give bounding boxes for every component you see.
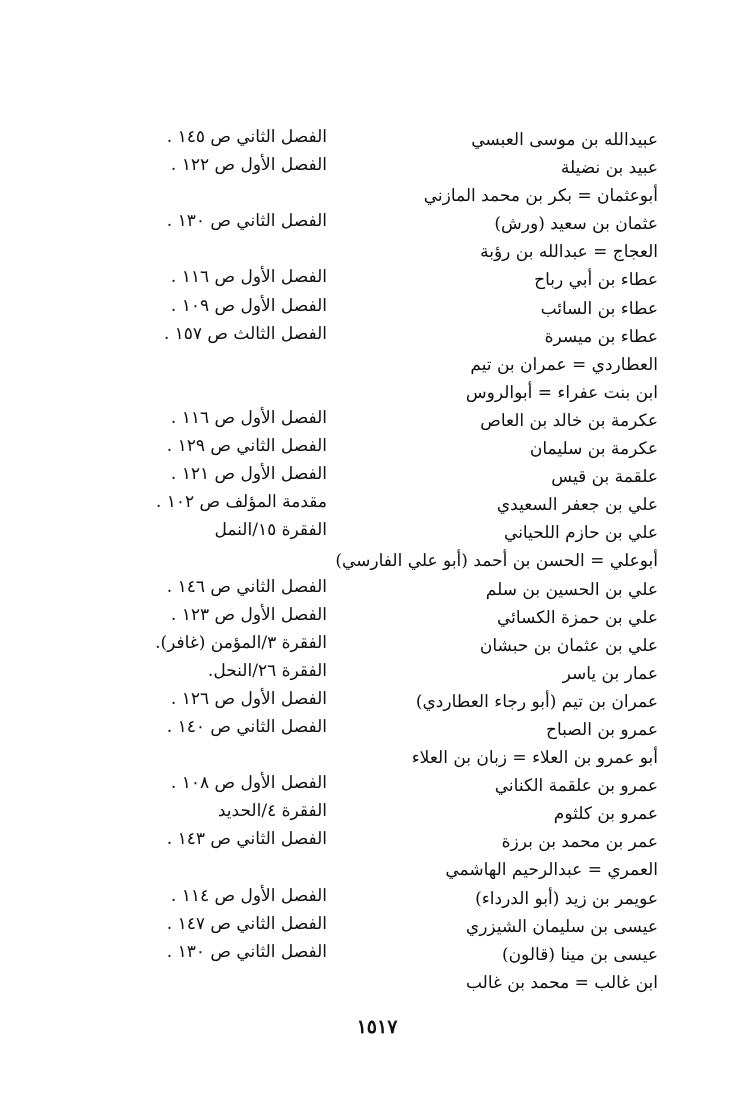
entry-name: علي بن عثمان بن حبشان — [479, 635, 658, 656]
entry-reference: الفقرة ٣/المؤمن (غافر). — [155, 632, 327, 653]
index-entry — [0, 576, 754, 604]
index-entry — [0, 941, 754, 969]
entry-name: أبو عمرو بن العلاء = زبان بن العلاء — [411, 748, 658, 769]
index-entry — [0, 210, 754, 238]
entry-name: أبوعلي = الحسن بن أحمد (أبو علي الفارسي) — [335, 551, 658, 572]
entry-name: عكرمة بن خالد بن العاص — [480, 410, 658, 431]
entry-name: عبيدالله بن موسى العبسي — [471, 130, 658, 150]
entry-name: العجاج = عبدالله بن رؤبة — [480, 242, 658, 263]
index-entry — [0, 632, 754, 660]
index-entry — [0, 435, 754, 463]
entry-name: عويمر بن زيد (أبو الدرداء) — [475, 888, 658, 909]
index-entry — [0, 351, 754, 379]
entry-name: عمرو بن الصباح — [546, 719, 658, 740]
entry-reference: الفصل الأول ص ١١٦ . — [170, 407, 327, 428]
index-entry — [0, 772, 754, 800]
entry-name: عمرو بن علقمة الكناني — [494, 776, 658, 797]
entry-reference: الفصل الثاني ص ١٤٦ . — [166, 576, 327, 597]
entry-name: عمر بن محمد بن برزة — [501, 832, 658, 853]
index-entry — [0, 856, 754, 884]
entry-name: عطاء بن أبي رباح — [534, 270, 658, 291]
entry-reference: الفصل الثاني ص ١٣٠ . — [166, 941, 327, 962]
index-entry — [0, 463, 754, 491]
entry-reference: الفقرة ٢٦/النحل. — [207, 660, 327, 681]
entry-name: ابن غالب = محمد بن غالب — [465, 972, 658, 993]
entry-name: علي بن حازم اللحياني — [504, 523, 658, 544]
entry-reference: الفقرة ١٥/النمل — [214, 520, 327, 541]
entry-name: عمرو بن كلثوم — [553, 804, 658, 825]
index-entry — [0, 379, 754, 407]
entry-name: علي بن الحسين بن سلم — [485, 579, 658, 600]
entry-reference: مقدمة المؤلف ص ١٠٢ . — [155, 492, 327, 513]
index-entry — [0, 323, 754, 351]
index-entry — [0, 744, 754, 772]
entry-name: علي بن جعفر السعيدي — [496, 495, 658, 516]
index-entry — [0, 885, 754, 913]
index-entry — [0, 660, 754, 688]
index-entry — [0, 828, 754, 856]
entry-reference: الفصل الثاني ص ١٤٧ . — [166, 913, 327, 934]
entry-name: أبوعثمان = بكر بن محمد المازني — [423, 186, 658, 207]
index-entry — [0, 716, 754, 744]
entry-name: عمران بن تيم (أبو رجاء العطاردي) — [415, 691, 658, 712]
entry-name: عمار بن ياسر — [562, 663, 658, 684]
entry-reference: الفصل الأول ص ١٢٣ . — [170, 604, 327, 625]
entry-name: علي بن حمزة الكسائي — [497, 607, 658, 628]
page-number: ١٥١٧ — [356, 1016, 398, 1038]
index-entry — [0, 295, 754, 323]
entry-name: العمري = عبدالرحيم الهاشمي — [445, 860, 658, 881]
entry-reference: الفصل الأول ص ١٢٦ . — [170, 688, 327, 709]
entry-name: علقمة بن قيس — [551, 467, 658, 488]
entry-name: عطاء بن ميسرة — [544, 326, 658, 347]
index-entry — [0, 969, 754, 997]
entry-name: عكرمة بن سليمان — [529, 439, 658, 460]
index-list — [0, 126, 754, 997]
index-entry — [0, 604, 754, 632]
entry-name: العطاردي = عمران بن تيم — [470, 354, 658, 375]
entry-reference: الفصل الثاني ص ١٤٠ . — [166, 716, 327, 737]
entry-reference: الفصل الأول ص ١٢١ . — [170, 464, 327, 485]
index-entry — [0, 266, 754, 294]
index-entry — [0, 913, 754, 941]
entry-reference: الفصل الثاني ص ١٢٩ . — [166, 436, 327, 457]
entry-reference: الفصل الثاني ص ١٤٥ . — [166, 127, 327, 147]
entry-reference: الفصل الثالث ص ١٥٧ . — [163, 323, 327, 344]
entry-reference: الفصل الأول ص ١٢٢ . — [170, 155, 327, 176]
entry-reference: الفصل الأول ص ١١٦ . — [170, 267, 327, 288]
index-entry — [0, 491, 754, 519]
entry-name: عيسى بن مينا (قالون) — [501, 944, 658, 965]
entry-reference: الفقرة ٤/الحديد — [217, 801, 327, 822]
index-entry — [0, 688, 754, 716]
entry-name: عيسى بن سليمان الشيزري — [465, 916, 658, 937]
entry-reference: الفصل الأول ص ١٠٩ . — [170, 295, 327, 316]
index-entry — [0, 800, 754, 828]
entry-name: عثمان بن سعيد (ورش) — [494, 214, 658, 235]
index-entry — [0, 182, 754, 210]
index-entry — [0, 154, 754, 182]
index-entry — [0, 519, 754, 547]
entry-name: عبيد بن نضيلة — [560, 158, 658, 179]
index-entry — [0, 238, 754, 266]
entry-reference: الفصل الثاني ص ١٣٠ . — [166, 211, 327, 232]
entry-reference: الفصل الأول ص ١١٤ . — [170, 885, 327, 906]
index-entry — [0, 407, 754, 435]
entry-name: عطاء بن السائب — [540, 298, 658, 319]
entry-reference: الفصل الأول ص ١٠٨ . — [170, 773, 327, 794]
entry-reference: الفصل الثاني ص ١٤٣ . — [166, 829, 327, 850]
index-entry — [0, 126, 754, 154]
index-entry — [0, 547, 754, 575]
entry-name: ابن بنت عفراء = أبوالروس — [465, 382, 658, 403]
